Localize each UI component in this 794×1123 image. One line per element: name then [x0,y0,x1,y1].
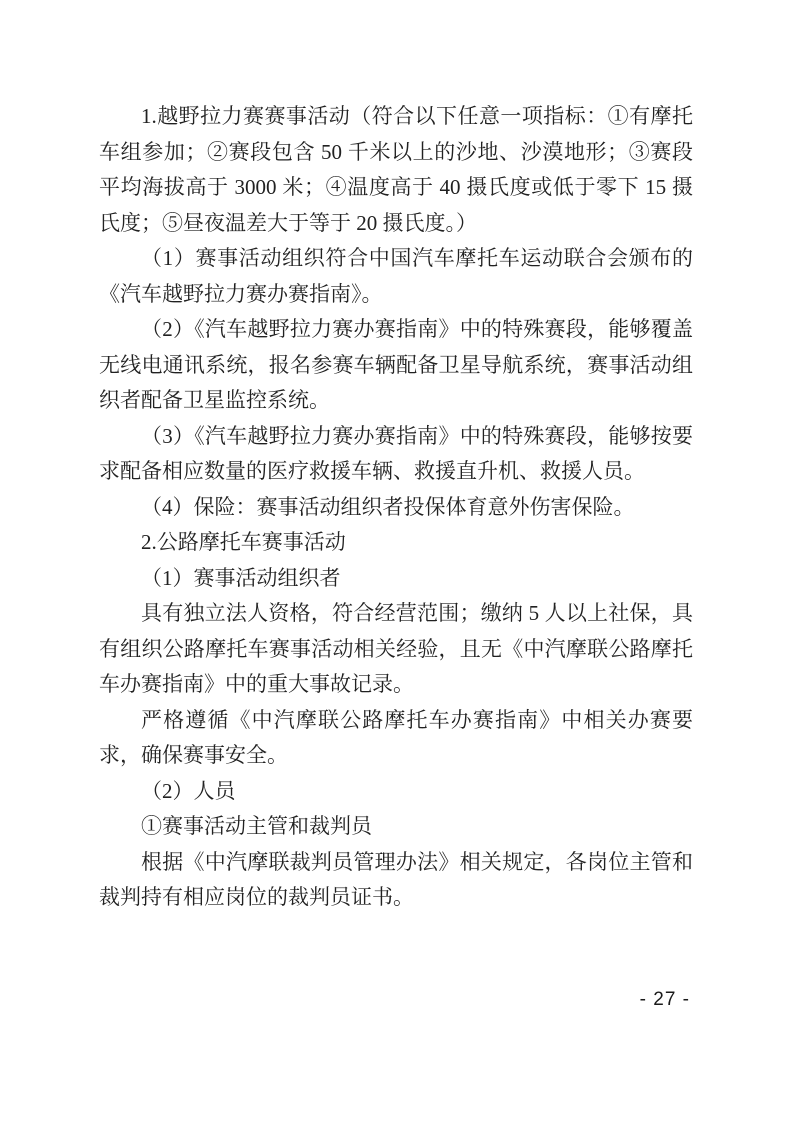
paragraph-organizer-qualifications: 具有独立法人资格，符合经营范围；缴纳 5 人以上社保，具有组织公路摩托车赛事活动相关经验，且无《中汽摩联公路摩托车办赛指南》中的重大事故记录。 [99,601,693,696]
document-body [99,99,693,916]
paragraph-rally-item-4-insurance: （4）保险：赛事活动组织者投保体育意外伤害保险。 [141,494,635,519]
heading-personnel: （2）人员 [141,778,236,803]
page-number: - 27 - [639,989,690,1010]
paragraph-rally-criteria: 1.越野拉力赛赛事活动（符合以下任意一项指标：①有摩托车组参加；②赛段包含 50 千米以上的沙地、沙漠地形；③赛段平均海拔高于 3000 米；④温度高于 40 摄氏度或低于零下 15 摄氏度；⑤昼夜温差大于等于 20 摄氏度。） [99,104,693,235]
paragraph-rally-item-2: （2）《汽车越野拉力赛办赛指南》中的特殊赛段，能够覆盖无线电通讯系统，报名参赛车辆配备卫星导航系统，赛事活动组织者配备卫星监控系统。 [99,317,693,412]
paragraph-rally-item-1: （1）赛事活动组织符合中国汽车摩托车运动联合会颁布的《汽车越野拉力赛办赛指南》。 [99,246,693,306]
heading-event-organizer: （1）赛事活动组织者 [141,565,341,590]
paragraph-referee-certification: 根据《中汽摩联裁判员管理办法》相关规定，各岗位主管和裁判持有相应岗位的裁判员证书。 [99,849,693,909]
heading-road-motorcycle-events: 2.公路摩托车赛事活动 [141,530,346,554]
heading-supervisors-and-referees: ①赛事活动主管和裁判员 [141,814,372,838]
paragraph-rally-item-3: （3）《汽车越野拉力赛办赛指南》中的特殊赛段，能够按要求配备相应数量的医疗救援车辆、救援直升机、救援人员。 [99,423,693,483]
paragraph-organizer-compliance: 严格遵循《中汽摩联公路摩托车办赛指南》中相关办赛要求，确保赛事安全。 [99,707,693,767]
